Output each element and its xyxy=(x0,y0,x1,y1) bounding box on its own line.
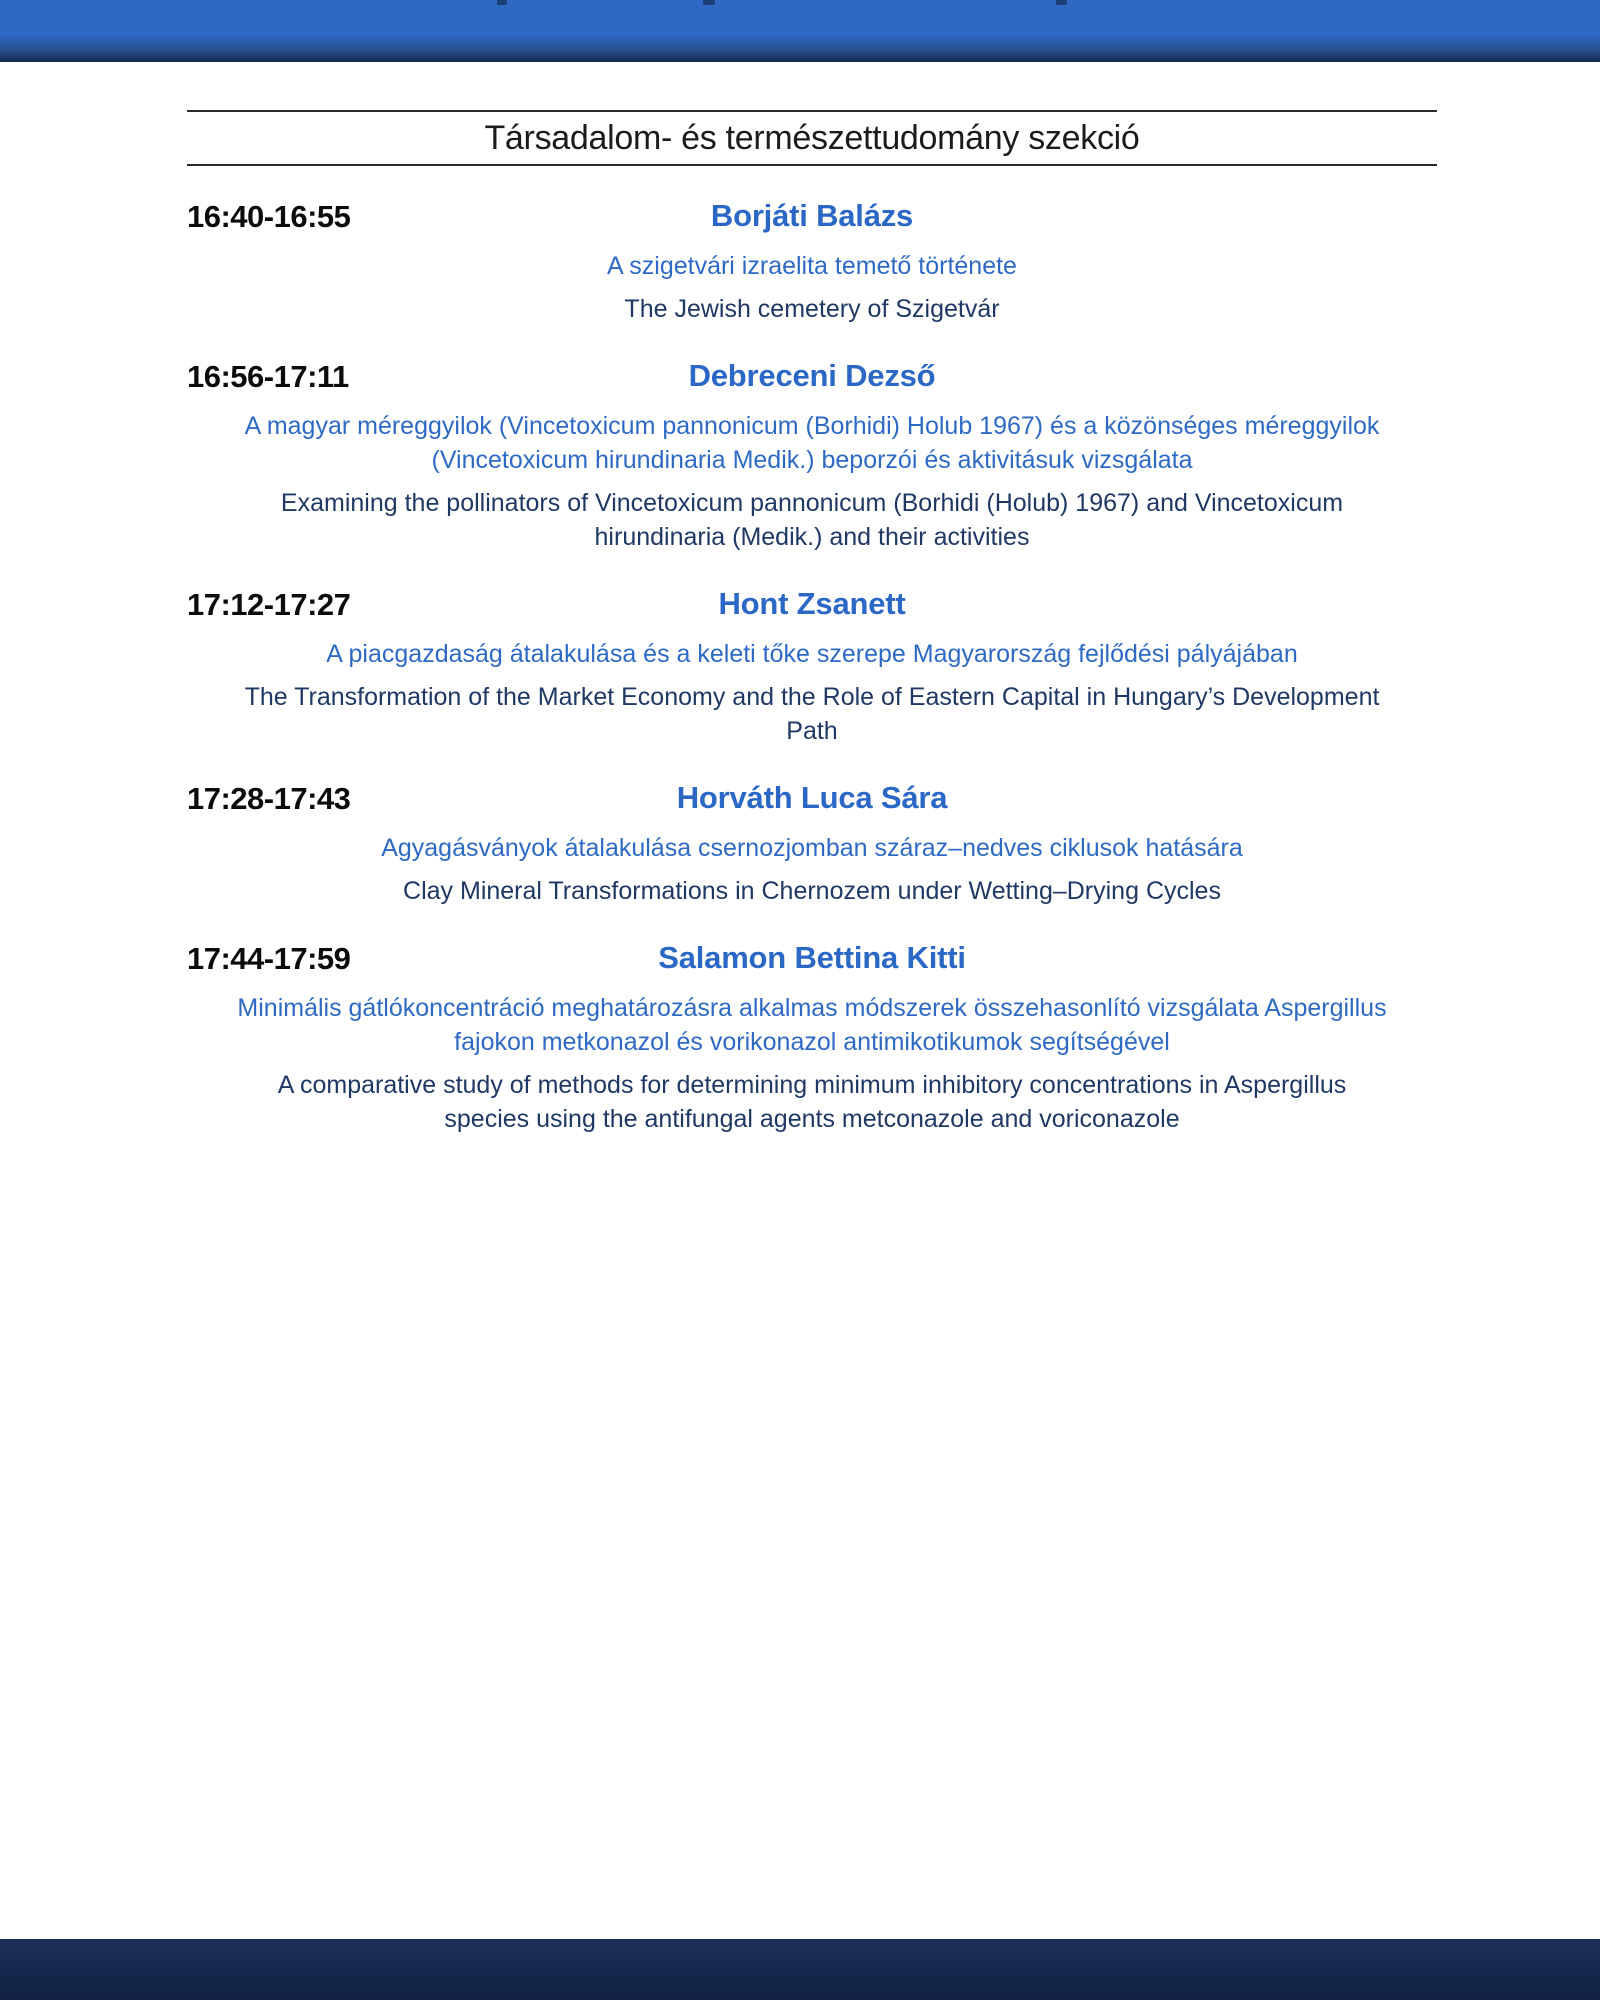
title-english-line: Examining the pollinators of Vincetoxicum pannonicum (Borhidi (Holub) 1967) and Vincetoxicum xyxy=(280,489,1344,517)
title-english-line: hirundinaria (Medik.) and their activities xyxy=(594,523,1030,551)
title-hungarian-line: A piacgazdaság átalakulása és a keleti tőke szerepe Magyarország fejlődési pályájában xyxy=(326,640,1298,668)
session-entry xyxy=(187,358,1437,554)
title-hungarian-line: Minimális gátlókoncentráció meghatározásra alkalmas módszerek összehasonlító vizsgálata Aspergillus xyxy=(237,994,1387,1022)
title-hungarian-line: A szigetvári izraelita temető története xyxy=(607,252,1017,280)
title-english xyxy=(187,874,1437,908)
session-time: 16:56-17:11 xyxy=(187,359,349,394)
section-title: Társadalom- és természettudomány szekció xyxy=(484,118,1140,157)
title-english-line: Path xyxy=(786,717,838,745)
title-hungarian xyxy=(187,637,1437,671)
session-entry xyxy=(187,198,1437,326)
program-content xyxy=(187,0,1437,1136)
title-hungarian xyxy=(187,831,1437,865)
session-entry xyxy=(187,780,1437,908)
title-english-line: The Jewish cemetery of Szigetvár xyxy=(624,295,1000,323)
title-hungarian-line: A magyar méreggyilok (Vincetoxicum pannonicum (Borhidi) Holub 1967) és a közönséges méreggyilok xyxy=(244,412,1380,440)
session-head xyxy=(187,198,1437,236)
title-hungarian-line: Agyagásványok átalakulása csernozjomban száraz–nedves ciklusok hatására xyxy=(381,834,1243,862)
presenter-name: Salamon Bettina Kitti xyxy=(658,940,966,975)
bottom-banner xyxy=(0,1939,1600,2000)
session-entry xyxy=(187,586,1437,748)
title-hungarian xyxy=(187,249,1437,283)
session-head xyxy=(187,586,1437,624)
session-head xyxy=(187,358,1437,396)
session-head xyxy=(187,780,1437,818)
title-english-line: Clay Mineral Transformations in Chernozem under Wetting–Drying Cycles xyxy=(403,877,1221,905)
presenter-name: Horváth Luca Sára xyxy=(676,780,948,815)
title-english xyxy=(187,680,1437,748)
title-hungarian-line: (Vincetoxicum hirundinaria Medik.) beporzói és aktivitásuk vizsgálata xyxy=(431,446,1193,474)
title-hungarian-line: fajokon metkonazol és vorikonazol antimikotikumok segítségével xyxy=(454,1028,1170,1056)
presenter-name: Hont Zsanett xyxy=(718,586,906,621)
session-time: 16:40-16:55 xyxy=(187,199,351,234)
presenter-name: Debreceni Dezső xyxy=(688,358,936,393)
title-hungarian xyxy=(187,409,1437,477)
title-english xyxy=(187,292,1437,326)
title-english-line: The Transformation of the Market Economy and the Role of Eastern Capital in Hungary’s Development xyxy=(244,683,1380,711)
title-english-line: species using the antifungal agents metconazole and voriconazole xyxy=(444,1105,1180,1133)
section-header xyxy=(187,110,1437,166)
session-time: 17:44-17:59 xyxy=(187,941,351,976)
session-head xyxy=(187,940,1437,978)
title-english xyxy=(187,486,1437,554)
session-time: 17:12-17:27 xyxy=(187,587,351,622)
title-english-line: A comparative study of methods for determining minimum inhibitory concentrations in Aspergillus xyxy=(277,1071,1347,1099)
title-hungarian xyxy=(187,991,1437,1059)
presenter-name: Borjáti Balázs xyxy=(710,198,914,233)
title-english xyxy=(187,1068,1437,1136)
session-time: 17:28-17:43 xyxy=(187,781,351,816)
session-entry xyxy=(187,940,1437,1136)
